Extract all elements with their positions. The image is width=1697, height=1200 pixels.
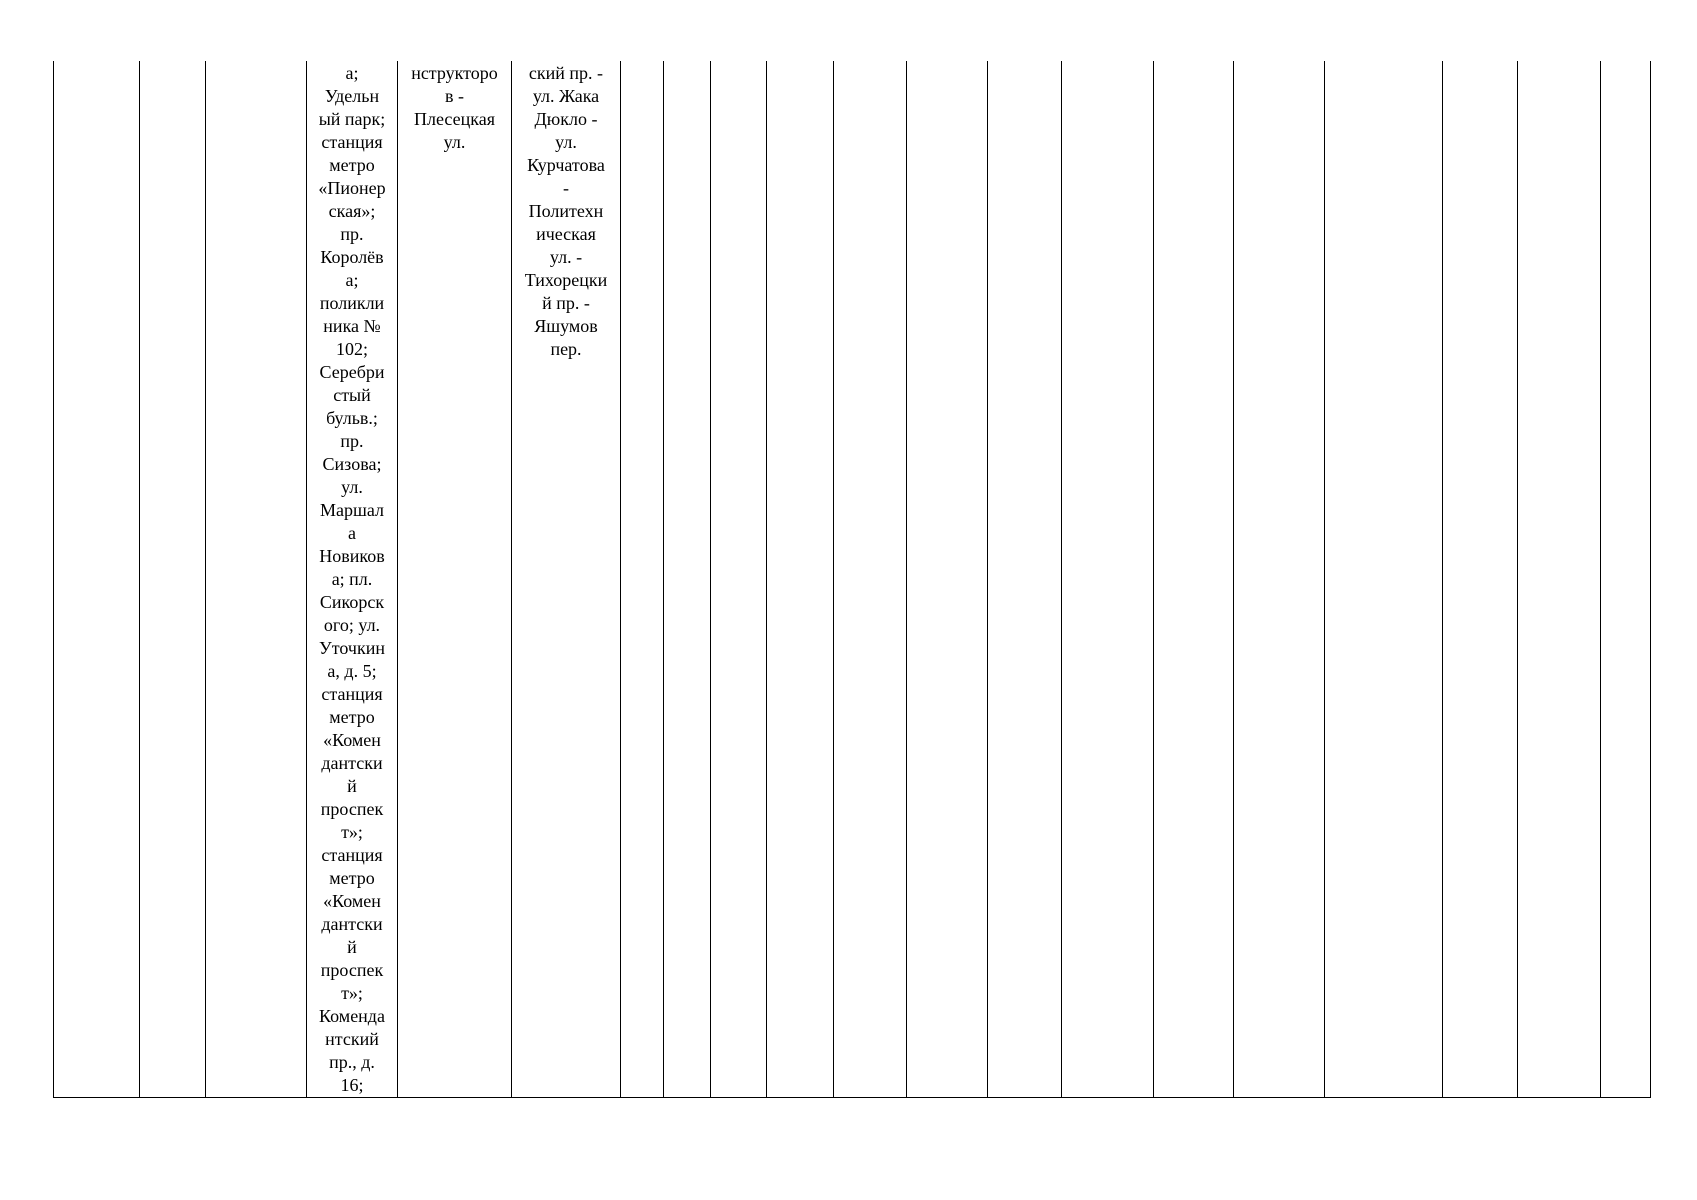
table-cell [1062, 61, 1154, 1098]
stops-cell: а; Удельн ый парк; станция метро «Пионер ская»; пр. Королёв а; поликли ника № 102; Серебри стый бульв.; пр. Сизова; ул. Маршал а Новиков а; пл. Сикорск ого; ул. Уточкин а, д. 5; станция метро «Комен дантски й проспек т»; станция метро «Комен дантски й проспек т»; Коменда нтский пр., д. 16; [307, 61, 398, 1098]
route-start-cell: нструкторо в - Плесецкая ул. [398, 61, 512, 1098]
table-cell [621, 61, 664, 1098]
table-cell [664, 61, 711, 1098]
table-cell [140, 61, 206, 1098]
table-cell [1518, 61, 1601, 1098]
table-cell [206, 61, 307, 1098]
table-cell [1234, 61, 1325, 1098]
route-streets-cell: ский пр. - ул. Жака Дюкло - ул. Курчатова - Политехн ическая ул. - Тихорецки й пр. - Яшумов пер. [512, 61, 621, 1098]
table-cell [988, 61, 1062, 1098]
table-row [54, 61, 1651, 1098]
table-cell [711, 61, 767, 1098]
table-cell [1325, 61, 1443, 1098]
table-cell [1443, 61, 1518, 1098]
table-cell [54, 61, 140, 1098]
route-table [53, 61, 1651, 1098]
table-cell [834, 61, 907, 1098]
table-cell [1601, 61, 1651, 1098]
table-cell [1154, 61, 1234, 1098]
table-cell [767, 61, 834, 1098]
table-cell [907, 61, 988, 1098]
